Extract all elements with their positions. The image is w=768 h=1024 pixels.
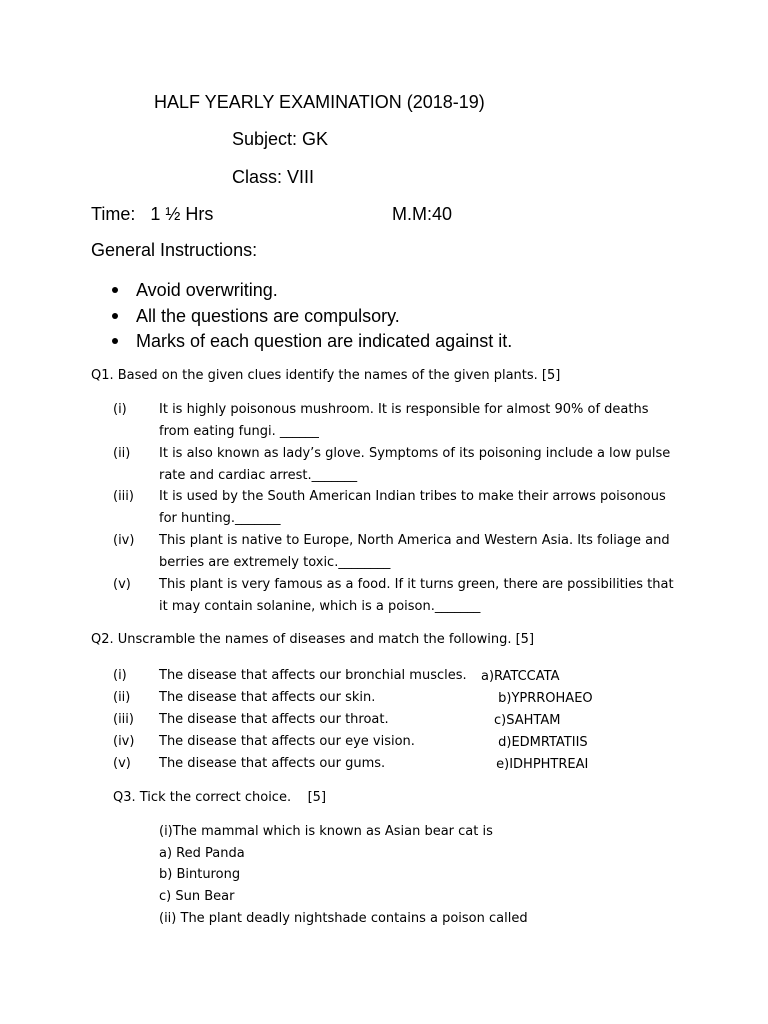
- item-number: (i): [113, 668, 127, 683]
- match-option: b)YPRROHAEO: [494, 691, 593, 706]
- item-number: (v): [113, 756, 131, 771]
- q1-item: [113, 399, 679, 443]
- q1-title: Q1. Based on the given clues identify the names of the given plants. [5]: [91, 368, 561, 383]
- q3-question: (ii) The plant deadly nightshade contains a poison called: [159, 911, 528, 926]
- match-option: a)RATCCATA: [481, 669, 560, 684]
- match-option: e)IDHPHTREAI: [492, 757, 589, 772]
- q3-option: c) Sun Bear: [159, 889, 235, 904]
- bullet-icon: [112, 338, 118, 344]
- item-text: The disease that affects our throat.: [159, 712, 389, 727]
- q3-option: a) Red Panda: [159, 846, 245, 861]
- instructions-list: [112, 278, 512, 355]
- item-text: This plant is native to Europe, North America and Western Asia. Its foliage and berries are extremely toxic.________: [159, 533, 670, 570]
- subject-line: Subject: GK: [232, 129, 329, 149]
- item-text: This plant is very famous as a food. If it turns green, there are possibilities that it may contain solanine, which is a poison._______: [159, 577, 674, 614]
- q2-title: Q2. Unscramble the names of diseases and match the following. [5]: [91, 632, 535, 647]
- q1-item: [113, 443, 679, 487]
- q3-option: b) Binturong: [159, 867, 241, 882]
- item-text: It is also known as lady’s glove. Symptoms of its poisoning include a low pulse rate and cardiac arrest._______: [159, 446, 671, 483]
- item-text: It is used by the South American Indian tribes to make their arrows poisonous for hunting._______: [159, 489, 666, 526]
- q3-question: (i)The mammal which is known as Asian bear cat is: [159, 824, 493, 839]
- q1-item: [113, 486, 679, 530]
- item-number: (i): [113, 402, 127, 417]
- q2-item: [113, 709, 473, 731]
- instruction-item: Marks of each question are indicated against it.: [112, 329, 512, 355]
- match-option: d)EDMRTATIIS: [494, 735, 588, 750]
- item-number: (iv): [113, 533, 135, 548]
- match-option: c)SAHTAM: [494, 713, 561, 728]
- item-number: (iii): [113, 489, 134, 504]
- bullet-icon: [112, 313, 118, 319]
- item-text: The disease that affects our skin.: [159, 690, 376, 705]
- q2-item: [113, 687, 473, 709]
- item-number: (iii): [113, 712, 134, 727]
- q1-item: [113, 574, 679, 618]
- q1-item: [113, 530, 679, 574]
- instruction-item: Avoid overwriting.: [112, 278, 512, 304]
- q2-item: [113, 731, 473, 753]
- class-line: Class: VIII: [232, 167, 315, 187]
- bullet-icon: [112, 287, 118, 293]
- item-text: It is highly poisonous mushroom. It is responsible for almost 90% of deaths from eating fungi. ______: [159, 402, 649, 439]
- time-line: Time: 1 ½ Hrs: [91, 204, 214, 224]
- instructions-heading: General Instructions:: [91, 240, 258, 260]
- item-number: (ii): [113, 446, 131, 461]
- q3-title: Q3. Tick the correct choice. [5]: [113, 790, 327, 805]
- item-text: The disease that affects our bronchial muscles.: [159, 668, 467, 683]
- instruction-item: All the questions are compulsory.: [112, 304, 512, 330]
- max-marks: M.M:40: [392, 204, 453, 224]
- item-text: The disease that affects our eye vision.: [159, 734, 415, 749]
- item-text: The disease that affects our gums.: [159, 756, 386, 771]
- exam-title: HALF YEARLY EXAMINATION (2018-19): [154, 92, 485, 112]
- item-number: (v): [113, 577, 131, 592]
- q2-item: [113, 665, 473, 687]
- item-number: (iv): [113, 734, 135, 749]
- item-number: (ii): [113, 690, 131, 705]
- q2-item: [113, 753, 473, 775]
